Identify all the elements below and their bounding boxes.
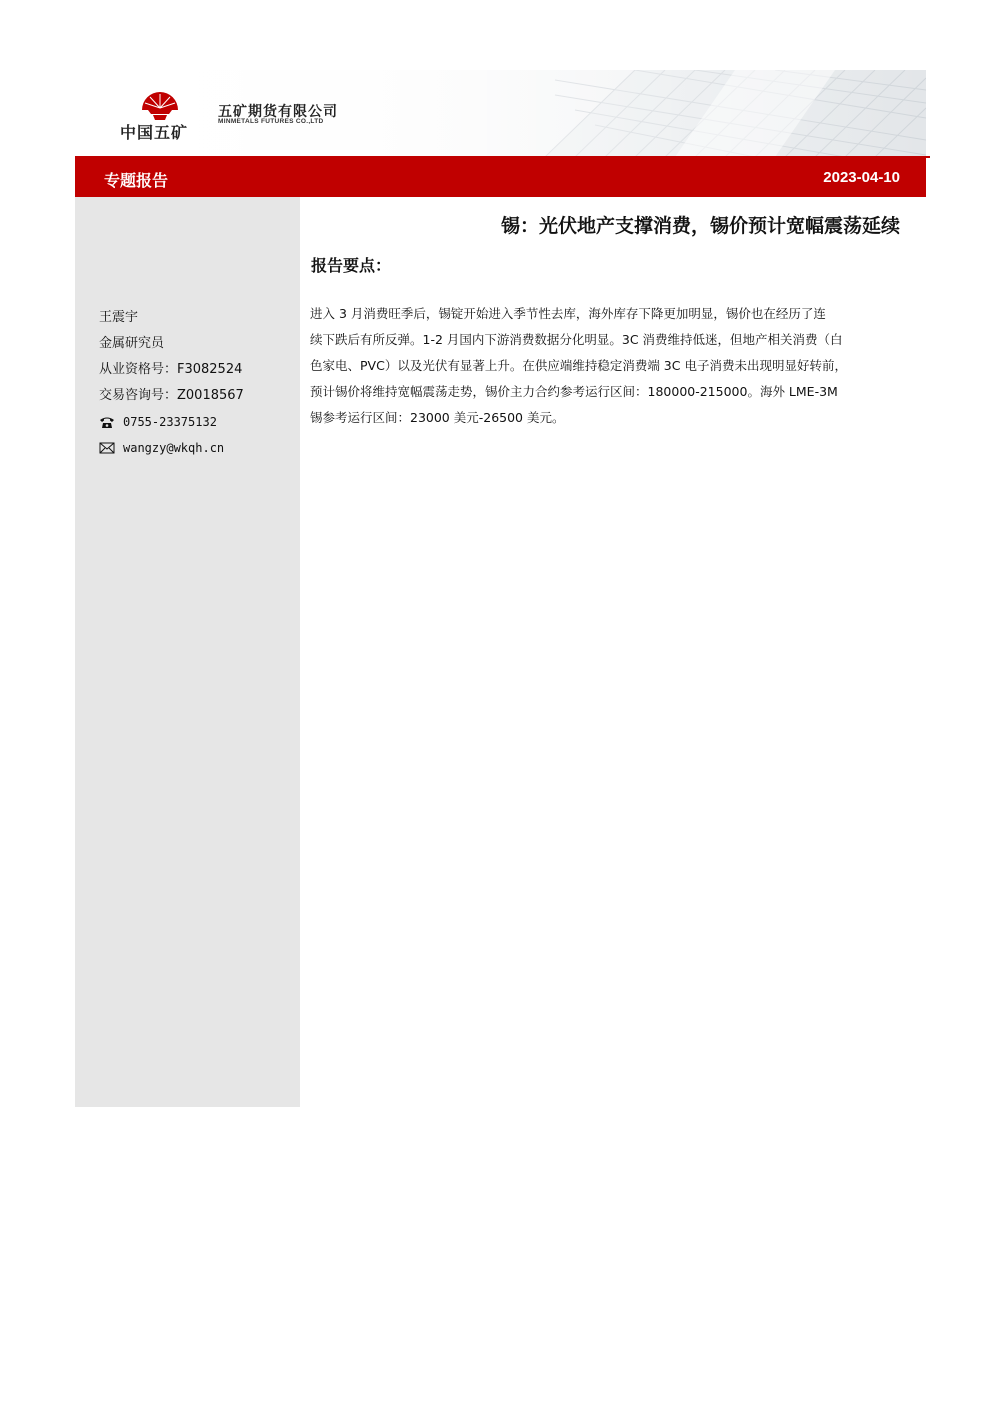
section-heading: 报告要点： <box>311 256 392 275</box>
analyst-info <box>99 305 244 461</box>
analyst-title: 金属研究员 <box>99 336 165 351</box>
report-date: 2023-04-10 <box>823 169 900 186</box>
building-background-graphic <box>75 70 926 157</box>
summary-line: 色家电、PVC）以及光伏有显著上升。在供应端维持稳定消费端 3C 电子消费未出现明显好转前， <box>310 358 847 373</box>
company-name-english: MINMETALS FUTURES CO.,LTD <box>218 118 324 125</box>
logo-text: 中国五矿 <box>120 123 189 142</box>
report-type-label: 专题报告 <box>104 171 169 190</box>
summary-line: 锡参考运行区间：23000 美元-26500 美元。 <box>310 410 565 425</box>
email-row <box>99 435 244 461</box>
email-address[interactable]: wangzy@wkqh.cn <box>123 441 225 455</box>
china-minmetals-logo-icon <box>138 88 182 122</box>
consulting-number: 交易咨询号：Z0018567 <box>99 388 244 403</box>
report-summary <box>310 301 920 431</box>
summary-line: 预计锡价将维持宽幅震荡走势，锡价主力合约参考运行区间：180000-215000。海外 LME-3M <box>310 384 838 399</box>
envelope-icon <box>99 441 115 455</box>
header-banner <box>75 70 926 157</box>
phone-number: 0755-23375132 <box>123 415 217 429</box>
summary-line: 续下跌后有所反弹。1-2 月国内下游消费数据分化明显。3C 消费维持低迷，但地产相关消费（白 <box>310 332 843 347</box>
report-title: 锡：光伏地产支撑消费，锡价预计宽幅震荡延续 <box>500 215 900 237</box>
company-name: 五矿期货有限公司 <box>218 104 338 120</box>
report-type-bar <box>75 158 926 197</box>
analyst-name: 王震宇 <box>99 310 139 325</box>
qualification-number: 从业资格号：F3082524 <box>99 362 243 377</box>
summary-line: 进入 3 月消费旺季后，锡锭开始进入季节性去库，海外库存下降更加明显，锡价也在经历了连 <box>310 306 826 321</box>
phone-icon <box>99 415 115 429</box>
phone-row <box>99 409 244 435</box>
